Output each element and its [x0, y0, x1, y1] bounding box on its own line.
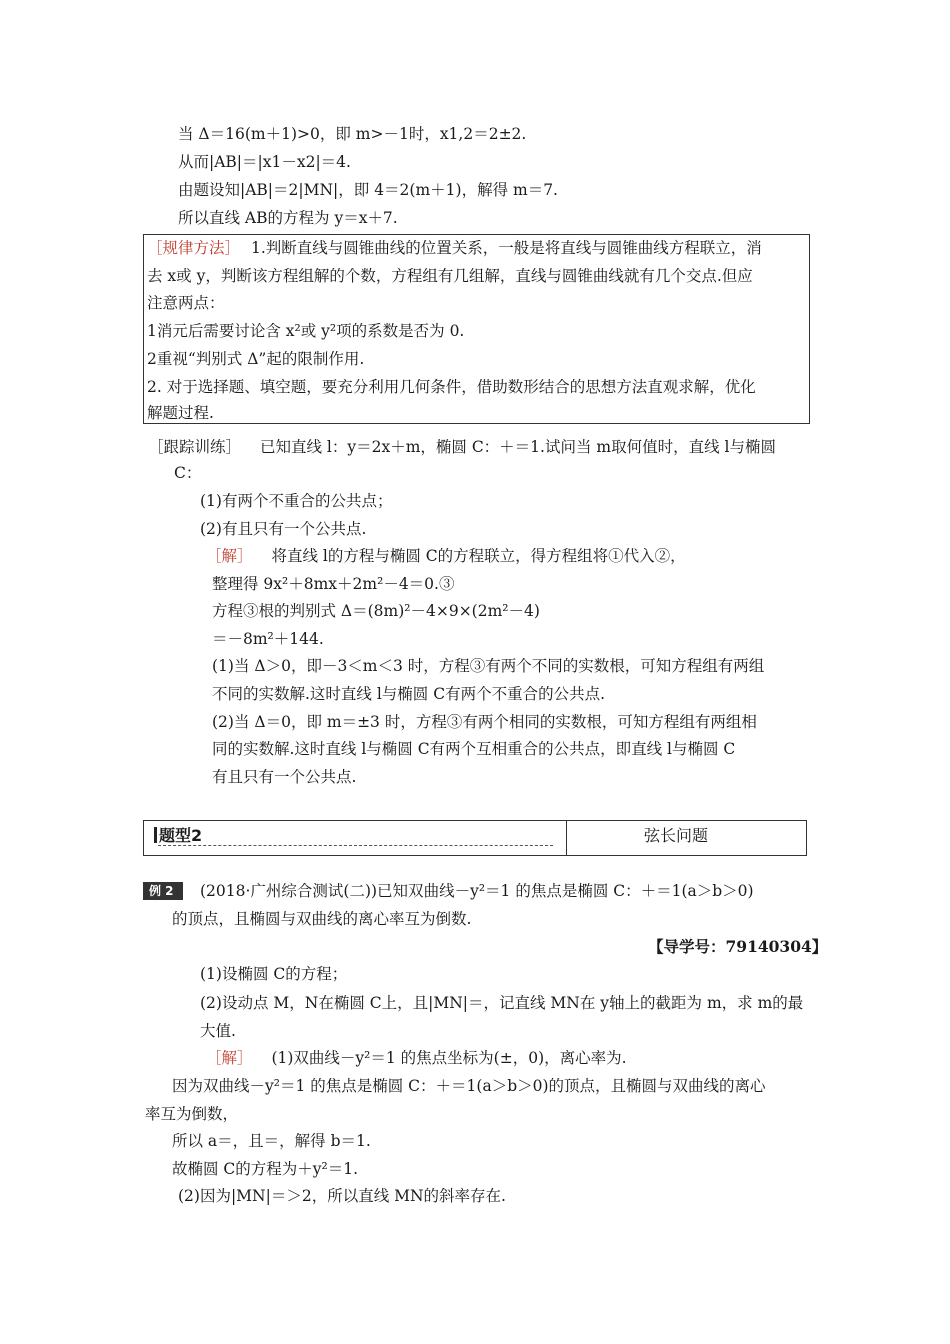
rule-method-box	[143, 234, 810, 424]
text-line: 有且只有一个公共点.	[212, 768, 357, 786]
text-line: 解题过程.	[147, 404, 214, 422]
text-line: 2重视“判别式 Δ”起的限制作用.	[147, 350, 365, 368]
dashed-divider	[158, 845, 553, 846]
question-2: (2)有且只有一个公共点.	[200, 520, 367, 538]
guide-number: 【导学号：79140304】	[648, 937, 828, 956]
text-line: 故椭圆 C的方程为＋y²＝1.	[172, 1160, 359, 1178]
solution-tag: ［解］	[206, 547, 253, 565]
question-1: (1)有两个不重合的公共点；	[200, 492, 393, 510]
solution-first-line	[206, 546, 686, 566]
text-line: (1)双曲线－y²＝1 的焦点坐标为(±，0)，离心率为.	[271, 1049, 627, 1067]
topic-header	[143, 820, 807, 856]
practice-first-line	[148, 437, 776, 457]
text-line: 大值.	[200, 1022, 236, 1040]
rule-method-first-line	[147, 238, 762, 258]
question-2: (2)设动点 M，N在椭圆 C上，且|MN|＝，记直线 MN在 y轴上的截距为 m，求 m的最	[200, 994, 804, 1012]
text-line: 已知直线 l：y＝2x＋m，椭圆 C：＋＝1.试问当 m取何值时，直线 l与椭圆	[259, 438, 776, 456]
text-line: 不同的实数解.这时直线 l与椭圆 C有两个不重合的公共点.	[212, 685, 606, 703]
column-divider	[566, 821, 567, 855]
topic-title: 弦长问题	[644, 826, 709, 845]
text-line: (2)当 Δ＝0，即 m＝±3 时，方程③有两个相同的实数根，可知方程组有两组相	[212, 713, 757, 731]
practice-tag: ［跟踪训练］	[148, 438, 242, 456]
text-line: 方程③根的判别式 Δ＝(8m)²－4×9×(2m²－4)	[212, 602, 540, 620]
text-line: 1.判断直线与圆锥曲线的位置关系，一般是将直线与圆锥曲线方程联立，消	[250, 239, 762, 257]
text-line: 当 Δ＝16(m＋1)>0，即 m>－1时，x1,2＝2±2.	[178, 125, 527, 143]
text-line: 由题设知|AB|＝2|MN|，即 4＝2(m＋1)，解得 m＝7.	[178, 181, 558, 199]
example-tag: 例 2	[143, 882, 183, 900]
text-line: 注意两点：	[147, 294, 225, 312]
topic-label	[154, 823, 202, 846]
text-line: 的顶点，且椭圆与双曲线的离心率互为倒数.	[172, 910, 472, 928]
text-line: 将直线 l的方程与椭圆 C的方程联立，得方程组将①代入②，	[271, 547, 686, 565]
solution-tag: ［解］	[206, 1049, 253, 1067]
rule-method-tag: ［规律方法］	[147, 239, 241, 257]
text-line: 同的实数解.这时直线 l与椭圆 C有两个互相重合的公共点，即直线 l与椭圆 C	[212, 740, 736, 758]
solution-first-line	[206, 1048, 627, 1068]
text-line: C：	[174, 464, 202, 482]
text-line: 所以直线 AB的方程为 y＝x＋7.	[178, 209, 398, 227]
text-line: 整理得 9x²＋8mx＋2m²－4＝0.③	[212, 575, 455, 593]
text-line: 从而|AB|＝|x1－x2|＝4.	[178, 153, 351, 171]
text-line: ＝－8m²＋144.	[212, 630, 324, 648]
text-line: 1消元后需要讨论含 x²或 y²项的系数是否为 0.	[147, 322, 465, 340]
text-line: (1)当 Δ＞0，即－3＜m＜3 时，方程③有两个不同的实数根，可知方程组有两组	[212, 657, 765, 675]
text-line: (2018·广州综合测试(二))已知双曲线－y²＝1 的焦点是椭圆 C：＋＝1(a＞b＞0)	[200, 882, 754, 900]
text-line: 因为双曲线－y²＝1 的焦点是椭圆 C：＋＝1(a＞b＞0)的顶点，且椭圆与双曲线的离心	[172, 1077, 766, 1095]
text-line: 去 x或 y，判断该方程组解的个数，方程组有几组解，直线与圆锥曲线就有几个交点.但应	[147, 267, 753, 285]
text-line: 2. 对于选择题、填空题，要充分利用几何条件，借助数形结合的思想方法直观求解，优化	[147, 378, 756, 396]
text-line: 率互为倒数，	[145, 1105, 239, 1123]
topic-label-text: 题型2	[159, 826, 203, 845]
text-line: (2)因为|MN|＝＞2，所以直线 MN的斜率存在.	[178, 1187, 506, 1205]
question-1: (1)设椭圆 C的方程；	[200, 965, 348, 983]
text-line: 所以 a＝，且＝，解得 b＝1.	[172, 1132, 371, 1150]
